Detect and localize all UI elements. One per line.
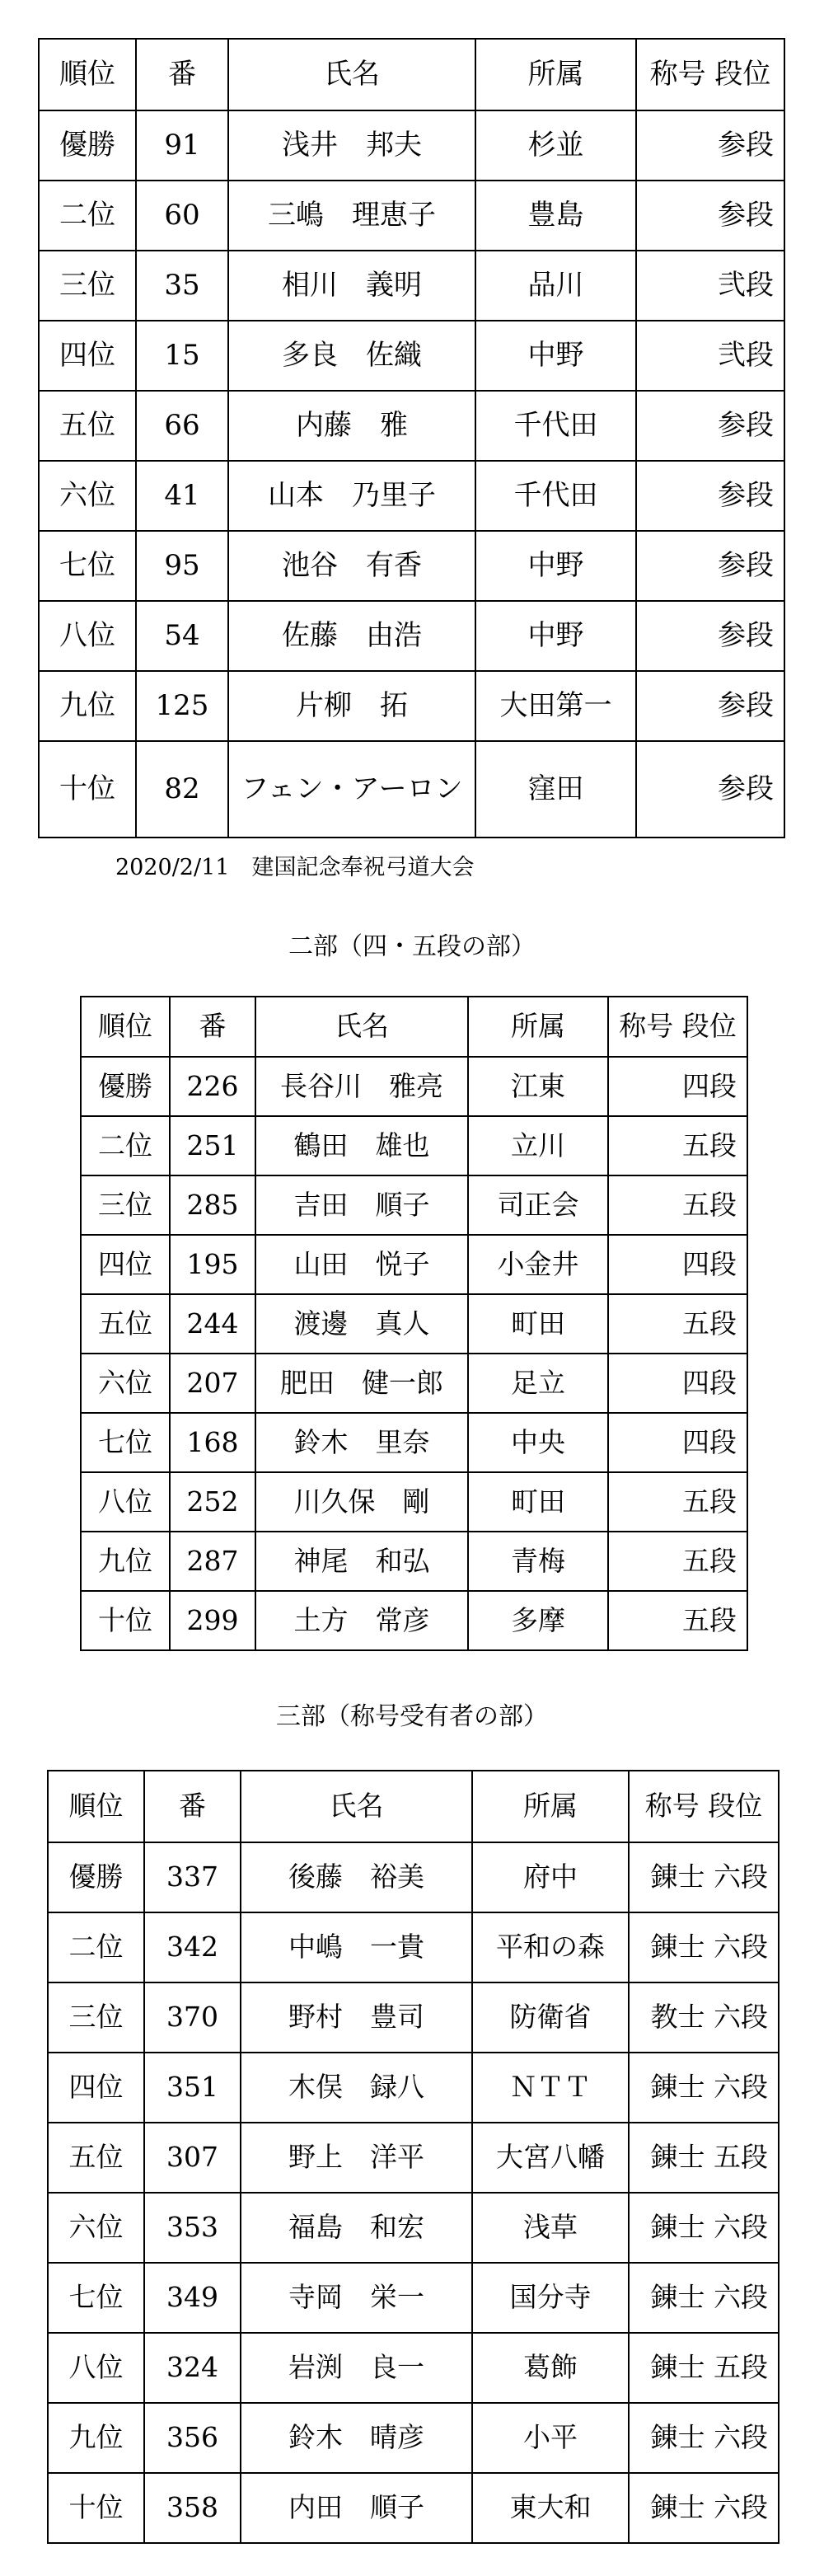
number-cell: 95 xyxy=(136,531,228,601)
affiliation-cell: 品川 xyxy=(475,251,636,321)
number-cell: 226 xyxy=(170,1057,255,1116)
table-row xyxy=(39,531,784,601)
number-cell: 251 xyxy=(170,1116,255,1175)
number-cell: 370 xyxy=(144,1982,241,2053)
title-rank-cell: 錬士 六段 xyxy=(629,2053,779,2123)
table-row xyxy=(48,1982,779,2053)
number-cell: 60 xyxy=(136,181,228,251)
table-row xyxy=(48,2333,779,2403)
title-rank-cell: 五段 xyxy=(608,1294,747,1354)
header-name: 氏名 xyxy=(241,1771,472,1842)
number-cell: 299 xyxy=(170,1591,255,1650)
name-cell: 鈴木 晴彦 xyxy=(241,2403,472,2473)
table-row xyxy=(48,1842,779,1912)
title-rank-cell: 四段 xyxy=(608,1413,747,1472)
name-cell: 川久保 剛 xyxy=(255,1472,468,1532)
title-rank-cell: 錬士 六段 xyxy=(629,2263,779,2333)
table-row xyxy=(39,110,784,181)
rank-cell: 六位 xyxy=(81,1354,170,1413)
name-cell: フェン・アーロン xyxy=(228,741,475,838)
rank-cell: 七位 xyxy=(48,2263,144,2333)
affiliation-cell: 中央 xyxy=(468,1413,608,1472)
title-rank-cell: 五段 xyxy=(608,1532,747,1591)
table-row xyxy=(39,671,784,741)
affiliation-cell: 平和の森 xyxy=(472,1912,629,1982)
results-table-division-3 xyxy=(47,1770,780,2544)
rank-cell: 四位 xyxy=(39,321,136,391)
affiliation-cell: 杉並 xyxy=(475,110,636,181)
table-row xyxy=(39,461,784,531)
name-cell: 片柳 拓 xyxy=(228,671,475,741)
name-cell: 内田 順子 xyxy=(241,2473,472,2543)
rank-cell: 四位 xyxy=(81,1235,170,1294)
header-title-rank: 称号 段位 xyxy=(636,39,784,110)
title-rank-cell: 錬士 六段 xyxy=(629,2193,779,2263)
title-rank-cell: 参段 xyxy=(636,461,784,531)
number-cell: 287 xyxy=(170,1532,255,1591)
rank-cell: 二位 xyxy=(81,1116,170,1175)
table-row xyxy=(48,2193,779,2263)
affiliation-cell: 府中 xyxy=(472,1842,629,1912)
table-row xyxy=(48,2403,779,2473)
header-number: 番 xyxy=(144,1771,241,1842)
rank-cell: 九位 xyxy=(39,671,136,741)
affiliation-cell: 千代田 xyxy=(475,461,636,531)
title-rank-cell: 四段 xyxy=(608,1354,747,1413)
number-cell: 349 xyxy=(144,2263,241,2333)
table-row xyxy=(48,1912,779,1982)
table-row xyxy=(81,1057,747,1116)
title-rank-cell: 教士 六段 xyxy=(629,1982,779,2053)
affiliation-cell: 大宮八幡 xyxy=(472,2123,629,2193)
section-title-division-3: 三部（称号受有者の部） xyxy=(276,1702,548,1731)
affiliation-cell: 青梅 xyxy=(468,1532,608,1591)
affiliation-cell: 豊島 xyxy=(475,181,636,251)
affiliation-cell: 防衛省 xyxy=(472,1982,629,2053)
number-cell: 337 xyxy=(144,1842,241,1912)
rank-cell: 九位 xyxy=(48,2403,144,2473)
rank-cell: 七位 xyxy=(39,531,136,601)
title-rank-cell: 五段 xyxy=(608,1591,747,1650)
rank-cell: 五位 xyxy=(39,391,136,461)
title-rank-cell: 参段 xyxy=(636,391,784,461)
rank-cell: 六位 xyxy=(39,461,136,531)
affiliation-cell: 町田 xyxy=(468,1472,608,1532)
title-rank-cell: 四段 xyxy=(608,1057,747,1116)
name-cell: 神尾 和弘 xyxy=(255,1532,468,1591)
name-cell: 土方 常彦 xyxy=(255,1591,468,1650)
title-rank-cell: 錬士 六段 xyxy=(629,2473,779,2543)
header-title-rank: 称号 段位 xyxy=(629,1771,779,1842)
header-name: 氏名 xyxy=(228,39,475,110)
header-affiliation: 所属 xyxy=(475,39,636,110)
results-table-division-2 xyxy=(80,996,748,1651)
title-rank-cell: 四段 xyxy=(608,1235,747,1294)
number-cell: 66 xyxy=(136,391,228,461)
header-number: 番 xyxy=(136,39,228,110)
rank-cell: 三位 xyxy=(81,1175,170,1235)
table-row xyxy=(81,1413,747,1472)
rank-cell: 八位 xyxy=(39,601,136,671)
header-affiliation: 所属 xyxy=(468,997,608,1057)
title-rank-cell: 参段 xyxy=(636,531,784,601)
name-cell: 鈴木 里奈 xyxy=(255,1413,468,1472)
table-row xyxy=(81,1116,747,1175)
title-rank-cell: 参段 xyxy=(636,671,784,741)
affiliation-cell: 国分寺 xyxy=(472,2263,629,2333)
table-header-row xyxy=(39,39,784,110)
table-row xyxy=(81,1472,747,1532)
name-cell: 岩渕 良一 xyxy=(241,2333,472,2403)
name-cell: 浅井 邦夫 xyxy=(228,110,475,181)
table-row xyxy=(81,1354,747,1413)
affiliation-cell: 中野 xyxy=(475,321,636,391)
table-header-row xyxy=(81,997,747,1057)
affiliation-cell: ＮＴＴ xyxy=(472,2053,629,2123)
rank-cell: 優勝 xyxy=(39,110,136,181)
title-rank-cell: 五段 xyxy=(608,1116,747,1175)
header-rank: 順位 xyxy=(39,39,136,110)
number-cell: 353 xyxy=(144,2193,241,2263)
name-cell: 池谷 有香 xyxy=(228,531,475,601)
number-cell: 15 xyxy=(136,321,228,391)
rank-cell: 十位 xyxy=(48,2473,144,2543)
title-rank-cell: 五段 xyxy=(608,1175,747,1235)
affiliation-cell: 窪田 xyxy=(475,741,636,838)
title-rank-cell: 参段 xyxy=(636,741,784,838)
name-cell: 佐藤 由浩 xyxy=(228,601,475,671)
rank-cell: 七位 xyxy=(81,1413,170,1472)
title-rank-cell: 錬士 六段 xyxy=(629,1842,779,1912)
table-row xyxy=(48,2123,779,2193)
name-cell: 長谷川 雅亮 xyxy=(255,1057,468,1116)
number-cell: 252 xyxy=(170,1472,255,1532)
name-cell: 多良 佐織 xyxy=(228,321,475,391)
header-rank: 順位 xyxy=(48,1771,144,1842)
header-name: 氏名 xyxy=(255,997,468,1057)
affiliation-cell: 中野 xyxy=(475,601,636,671)
name-cell: 内藤 雅 xyxy=(228,391,475,461)
rank-cell: 六位 xyxy=(48,2193,144,2263)
number-cell: 285 xyxy=(170,1175,255,1235)
table-row xyxy=(48,2263,779,2333)
table-row xyxy=(39,601,784,671)
name-cell: 肥田 健一郎 xyxy=(255,1354,468,1413)
affiliation-cell: 浅草 xyxy=(472,2193,629,2263)
name-cell: 福島 和宏 xyxy=(241,2193,472,2263)
table-header-row xyxy=(48,1771,779,1842)
name-cell: 三嶋 理恵子 xyxy=(228,181,475,251)
rank-cell: 十位 xyxy=(39,741,136,838)
table-row xyxy=(39,741,784,838)
table-row xyxy=(81,1235,747,1294)
title-rank-cell: 弐段 xyxy=(636,251,784,321)
table-row xyxy=(81,1532,747,1591)
title-rank-cell: 錬士 五段 xyxy=(629,2333,779,2403)
title-rank-cell: 参段 xyxy=(636,181,784,251)
table-row xyxy=(81,1591,747,1650)
number-cell: 358 xyxy=(144,2473,241,2543)
rank-cell: 優勝 xyxy=(48,1842,144,1912)
table-row xyxy=(48,2473,779,2543)
affiliation-cell: 葛飾 xyxy=(472,2333,629,2403)
number-cell: 91 xyxy=(136,110,228,181)
name-cell: 後藤 裕美 xyxy=(241,1842,472,1912)
name-cell: 山本 乃里子 xyxy=(228,461,475,531)
header-affiliation: 所属 xyxy=(472,1771,629,1842)
number-cell: 244 xyxy=(170,1294,255,1354)
rank-cell: 三位 xyxy=(39,251,136,321)
name-cell: 木俣 録八 xyxy=(241,2053,472,2123)
table-row xyxy=(39,181,784,251)
number-cell: 356 xyxy=(144,2403,241,2473)
header-title-rank: 称号 段位 xyxy=(608,997,747,1057)
rank-cell: 優勝 xyxy=(81,1057,170,1116)
title-rank-cell: 参段 xyxy=(636,110,784,181)
rank-cell: 五位 xyxy=(48,2123,144,2193)
header-number: 番 xyxy=(170,997,255,1057)
affiliation-cell: 小平 xyxy=(472,2403,629,2473)
affiliation-cell: 江東 xyxy=(468,1057,608,1116)
name-cell: 中嶋 一貴 xyxy=(241,1912,472,1982)
name-cell: 野上 洋平 xyxy=(241,2123,472,2193)
header-rank: 順位 xyxy=(81,997,170,1057)
affiliation-cell: 中野 xyxy=(475,531,636,601)
table-row xyxy=(39,321,784,391)
results-table-division-1 xyxy=(38,38,785,838)
affiliation-cell: 千代田 xyxy=(475,391,636,461)
title-rank-cell: 錬士 六段 xyxy=(629,2403,779,2473)
number-cell: 342 xyxy=(144,1912,241,1982)
number-cell: 82 xyxy=(136,741,228,838)
title-rank-cell: 錬士 五段 xyxy=(629,2123,779,2193)
table-row xyxy=(48,2053,779,2123)
name-cell: 相川 義明 xyxy=(228,251,475,321)
rank-cell: 九位 xyxy=(81,1532,170,1591)
affiliation-cell: 多摩 xyxy=(468,1591,608,1650)
title-rank-cell: 五段 xyxy=(608,1472,747,1532)
affiliation-cell: 司正会 xyxy=(468,1175,608,1235)
affiliation-cell: 小金井 xyxy=(468,1235,608,1294)
number-cell: 35 xyxy=(136,251,228,321)
rank-cell: 八位 xyxy=(81,1472,170,1532)
number-cell: 324 xyxy=(144,2333,241,2403)
rank-cell: 二位 xyxy=(39,181,136,251)
affiliation-cell: 大田第一 xyxy=(475,671,636,741)
rank-cell: 三位 xyxy=(48,1982,144,2053)
number-cell: 125 xyxy=(136,671,228,741)
number-cell: 168 xyxy=(170,1413,255,1472)
affiliation-cell: 東大和 xyxy=(472,2473,629,2543)
table-row xyxy=(39,391,784,461)
name-cell: 寺岡 栄一 xyxy=(241,2263,472,2333)
affiliation-cell: 足立 xyxy=(468,1354,608,1413)
number-cell: 195 xyxy=(170,1235,255,1294)
number-cell: 351 xyxy=(144,2053,241,2123)
table-row xyxy=(39,251,784,321)
number-cell: 307 xyxy=(144,2123,241,2193)
table-row xyxy=(81,1175,747,1235)
section-title-division-2: 二部（四・五段の部） xyxy=(288,932,536,961)
number-cell: 41 xyxy=(136,461,228,531)
name-cell: 渡邊 真人 xyxy=(255,1294,468,1354)
number-cell: 54 xyxy=(136,601,228,671)
affiliation-cell: 立川 xyxy=(468,1116,608,1175)
rank-cell: 五位 xyxy=(81,1294,170,1354)
rank-cell: 十位 xyxy=(81,1591,170,1650)
rank-cell: 二位 xyxy=(48,1912,144,1982)
affiliation-cell: 町田 xyxy=(468,1294,608,1354)
name-cell: 山田 悦子 xyxy=(255,1235,468,1294)
title-rank-cell: 錬士 六段 xyxy=(629,1912,779,1982)
name-cell: 鶴田 雄也 xyxy=(255,1116,468,1175)
name-cell: 野村 豊司 xyxy=(241,1982,472,2053)
number-cell: 207 xyxy=(170,1354,255,1413)
event-date-caption: 2020/2/11 建国記念奉祝弓道大会 xyxy=(115,855,475,880)
title-rank-cell: 参段 xyxy=(636,601,784,671)
title-rank-cell: 弐段 xyxy=(636,321,784,391)
table-row xyxy=(81,1294,747,1354)
name-cell: 吉田 順子 xyxy=(255,1175,468,1235)
rank-cell: 四位 xyxy=(48,2053,144,2123)
rank-cell: 八位 xyxy=(48,2333,144,2403)
